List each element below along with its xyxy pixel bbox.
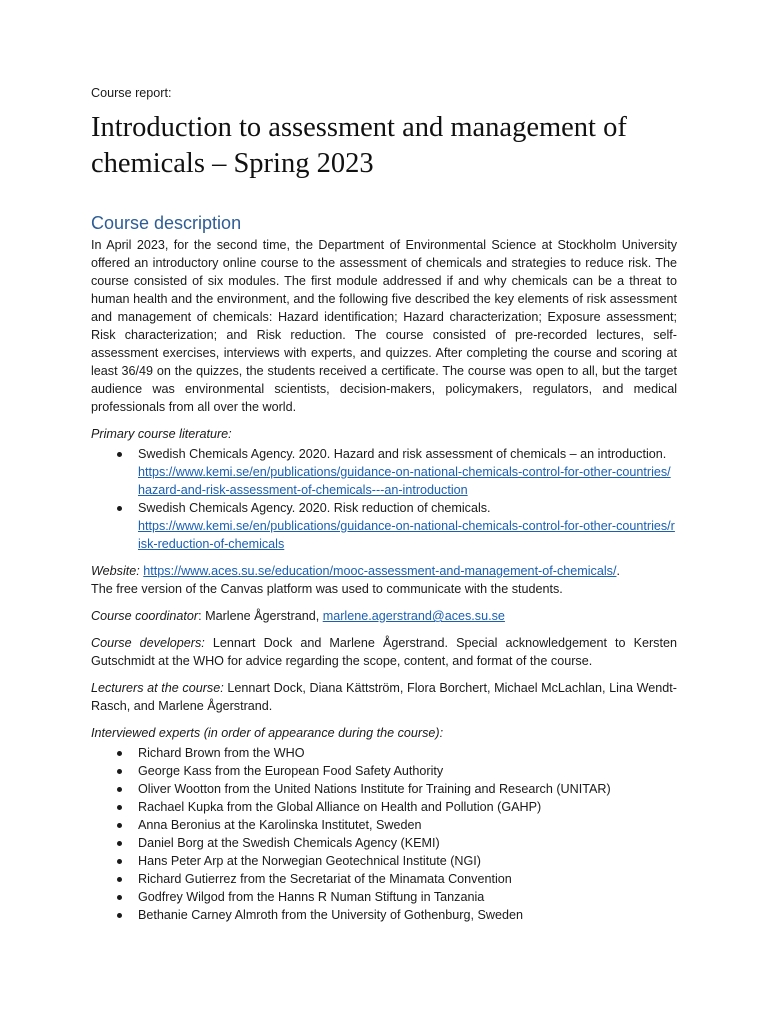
list-item: Hans Peter Arp at the Norwegian Geotechnical Institute (NGI) [138, 852, 677, 870]
literature-label: Primary course literature: [91, 427, 232, 441]
list-item: Oliver Wootton from the United Nations Institute for Training and Research (UNITAR) [138, 780, 677, 798]
literature-item-text: Swedish Chemicals Agency. 2020. Risk reduction of chemicals. [138, 501, 491, 515]
developers-text: Lennart Dock and Marlene Ågerstrand. Special acknowledgement to Kersten Gutschmidt at the WHO for advice regarding the scope, content, and format of the course. [91, 636, 677, 668]
list-item: Godfrey Wilgod from the Hanns R Numan Stiftung in Tanzania [138, 888, 677, 906]
literature-item [138, 445, 677, 499]
experts-label: Interviewed experts (in order of appearance during the course): [91, 726, 444, 740]
page-title: Introduction to assessment and management of chemicals – Spring 2023 [91, 112, 627, 179]
course-description: In April 2023, for the second time, the Department of Environmental Science at Stockholm University offered an introductory online course to the assessment of chemicals and strategies to reduce risk. The course consisted of six modules. The first module addressed if and why chemicals can be a threat to human health and the environment, and the following five described the key elements of risk assessment and management of chemicals: Hazard identification; Hazard characterization; Exposure assessment; Risk characterization; and Risk reduction. The course consisted of pre-recorded lectures, self-assessment exercises, interviews with experts, and quizzes. After completing the course and scoring at least 36/49 on the quizzes, the students received a certificate. The course was open to all, but the target audience was environmental scientists, decision-makers, policymakers, regulators, and medical professionals from all over the world. [91, 238, 677, 414]
developers-paragraph [91, 634, 677, 670]
literature-item-text: Swedish Chemicals Agency. 2020. Hazard and risk assessment of chemicals – an introduction. [138, 447, 667, 461]
literature-list [91, 445, 677, 553]
experts-list [91, 744, 677, 924]
lecturers-paragraph [91, 679, 677, 715]
developers-label: Course developers: [91, 636, 205, 650]
section-heading: Course description [91, 213, 242, 233]
list-item: Richard Gutierrez from the Secretariat of the Minamata Convention [138, 870, 677, 888]
document-kicker: Course report: [91, 86, 172, 100]
website-paragraph [91, 562, 677, 598]
coordinator-name: : Marlene Ågerstrand, [198, 609, 323, 623]
literature-item [138, 499, 677, 553]
website-link[interactable]: https://www.aces.su.se/education/mooc-assessment-and-management-of-chemicals/ [143, 564, 617, 578]
website-period: . [616, 564, 620, 578]
coordinator-label: Course coordinator [91, 609, 199, 623]
literature-link-hazard[interactable]: https://www.kemi.se/en/publications/guidance-on-national-chemicals-control-for-other-countries/hazard-and-risk-assessment-of-chemicals---an-introduction [138, 465, 671, 497]
list-item: Bethanie Carney Almroth from the University of Gothenburg, Sweden [138, 906, 677, 924]
literature-link-risk-reduction[interactable]: https://www.kemi.se/en/publications/guidance-on-national-chemicals-control-for-other-countries/risk-reduction-of-chemicals [138, 519, 675, 551]
list-item: George Kass from the European Food Safety Authority [138, 762, 677, 780]
website-label: Website: [91, 564, 140, 578]
list-item: Daniel Borg at the Swedish Chemicals Agency (KEMI) [138, 834, 677, 852]
list-item: Anna Beronius at the Karolinska Institutet, Sweden [138, 816, 677, 834]
website-note: The free version of the Canvas platform was used to communicate with the students. [91, 582, 563, 596]
list-item: Richard Brown from the WHO [138, 744, 677, 762]
coordinator-email-link[interactable]: marlene.agerstrand@aces.su.se [322, 609, 505, 623]
coordinator-paragraph [91, 607, 677, 625]
list-item: Rachael Kupka from the Global Alliance on Health and Pollution (GAHP) [138, 798, 677, 816]
lecturers-label: Lecturers at the course: [91, 681, 224, 695]
lecturers-text: Lennart Dock, Diana Kättström, Flora Borchert, Michael McLachlan, Lina Wendt-Rasch, and Marlene Ågerstrand. [91, 681, 677, 713]
